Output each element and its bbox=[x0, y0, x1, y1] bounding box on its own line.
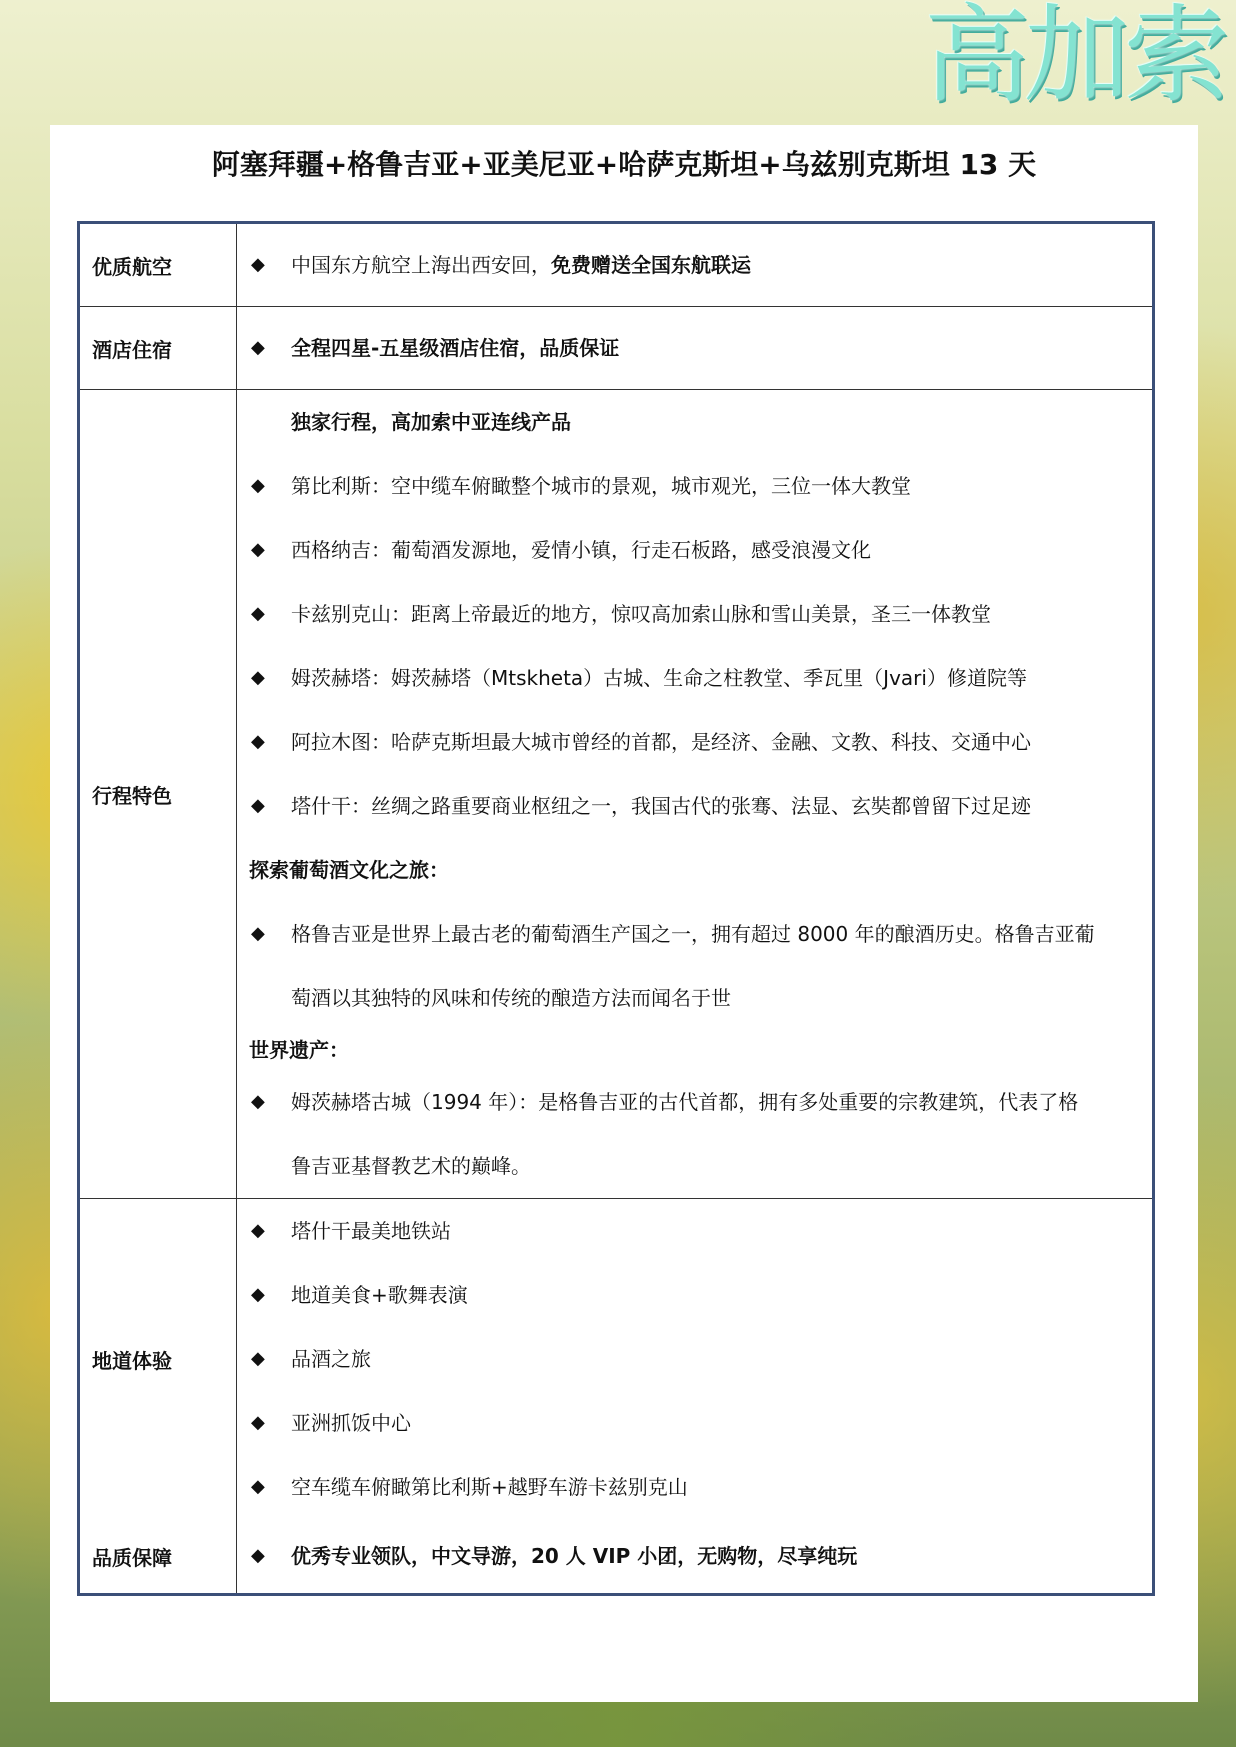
itinerary-table bbox=[77, 221, 1155, 1596]
diamond-bullet-icon: ◆ bbox=[251, 603, 265, 624]
feature-text: 阿拉木图：哈萨克斯坦最大城市曾经的首都，是经济、金融、文教、科技、交通中心 bbox=[291, 730, 1031, 754]
diamond-bullet-icon: ◆ bbox=[251, 923, 265, 944]
row-content-hotel bbox=[237, 307, 1154, 390]
wine-heading: 探索葡萄酒文化之旅： bbox=[249, 858, 449, 882]
heritage-heading: 世界遗产： bbox=[249, 1038, 349, 1062]
row-content-flight bbox=[237, 223, 1154, 307]
brand-logo: 高加索 bbox=[924, 0, 1224, 117]
diamond-bullet-icon: ◆ bbox=[251, 475, 265, 496]
diamond-bullet-icon: ◆ bbox=[251, 667, 265, 688]
wine-text-continued: 萄酒以其独特的风味和传统的酿造方法而闻名于世 bbox=[291, 986, 731, 1010]
list-item bbox=[249, 710, 1144, 774]
diamond-bullet-icon: ◆ bbox=[251, 1412, 265, 1433]
list-item bbox=[249, 233, 1144, 297]
list-item bbox=[249, 774, 1144, 838]
local-text: 品酒之旅 bbox=[291, 1347, 371, 1371]
flight-highlight: 免费赠送全国东航联运 bbox=[551, 253, 751, 277]
table-row-flight bbox=[79, 223, 1154, 307]
heritage-text-continued: 鲁吉亚基督教艺术的巅峰。 bbox=[291, 1154, 531, 1178]
diamond-bullet-icon: ◆ bbox=[251, 1476, 265, 1497]
local-text: 空车缆车俯瞰第比利斯+越野车游卡兹别克山 bbox=[291, 1475, 688, 1499]
feature-text: 西格纳吉：葡萄酒发源地，爱情小镇，行走石板路，感受浪漫文化 bbox=[291, 538, 871, 562]
quality-text: 优秀专业领队，中文导游，20 人 VIP 小团，无购物，尽享纯玩 bbox=[291, 1544, 858, 1568]
diamond-bullet-icon: ◆ bbox=[251, 731, 265, 752]
list-item bbox=[249, 1327, 1144, 1391]
row-label-features: 行程特色 bbox=[79, 390, 237, 1199]
diamond-bullet-icon: ◆ bbox=[251, 795, 265, 816]
list-item bbox=[249, 454, 1144, 518]
diamond-bullet-icon: ◆ bbox=[251, 1091, 265, 1112]
feature-text: 卡兹别克山：距离上帝最近的地方，惊叹高加索山脉和雪山美景，圣三一体教堂 bbox=[291, 602, 991, 626]
local-text: 塔什干最美地铁站 bbox=[291, 1219, 451, 1243]
local-text: 地道美食+歌舞表演 bbox=[291, 1283, 468, 1307]
list-item bbox=[249, 1455, 1144, 1519]
row-label-flight: 优质航空 bbox=[79, 223, 237, 307]
row-content-features bbox=[237, 390, 1154, 1199]
list-item bbox=[249, 1199, 1144, 1263]
heritage-text: 姆茨赫塔古城（1994 年）：是格鲁吉亚的古代首都，拥有多处重要的宗教建筑，代表了格 bbox=[291, 1090, 1079, 1114]
diamond-bullet-icon: ◆ bbox=[251, 1348, 265, 1369]
wine-text: 格鲁吉亚是世界上最古老的葡萄酒生产国之一，拥有超过 8000 年的酿酒历史。格鲁吉亚葡 bbox=[291, 922, 1095, 946]
feature-text: 塔什干：丝绸之路重要商业枢纽之一，我国古代的张骞、法显、玄奘都曾留下过足迹 bbox=[291, 794, 1031, 818]
list-item bbox=[249, 902, 1144, 966]
diamond-bullet-icon: ◆ bbox=[251, 254, 265, 275]
list-item bbox=[249, 316, 1144, 380]
features-intro: 独家行程，高加索中亚连线产品 bbox=[291, 410, 571, 434]
list-item bbox=[249, 1391, 1144, 1455]
table-row-local bbox=[79, 1199, 1154, 1520]
list-item bbox=[249, 646, 1144, 710]
feature-text: 第比利斯：空中缆车俯瞰整个城市的景观，城市观光，三位一体大教堂 bbox=[291, 474, 911, 498]
local-text: 亚洲抓饭中心 bbox=[291, 1411, 411, 1435]
document-sheet bbox=[50, 125, 1198, 1702]
diamond-bullet-icon: ◆ bbox=[251, 1284, 265, 1305]
row-label-hotel: 酒店住宿 bbox=[79, 307, 237, 390]
list-item bbox=[249, 518, 1144, 582]
table-row-quality bbox=[79, 1519, 1154, 1595]
list-item bbox=[249, 1524, 1144, 1588]
list-item bbox=[249, 1070, 1144, 1134]
row-label-local: 地道体验 bbox=[79, 1199, 237, 1520]
feature-text: 姆茨赫塔：姆茨赫塔（Mtskheta）古城、生命之柱教堂、季瓦里（Jvari）修道院等 bbox=[291, 666, 1027, 690]
row-content-local bbox=[237, 1199, 1154, 1520]
row-label-quality: 品质保障 bbox=[79, 1519, 237, 1595]
diamond-bullet-icon: ◆ bbox=[251, 337, 265, 358]
page-title: 阿塞拜疆+格鲁吉亚+亚美尼亚+哈萨克斯坦+乌兹别克斯坦 13 天 bbox=[211, 148, 1037, 181]
list-item bbox=[249, 1263, 1144, 1327]
flight-text: 中国东方航空上海出西安回， bbox=[291, 253, 551, 277]
hotel-text: 全程四星-五星级酒店住宿，品质保证 bbox=[291, 336, 620, 360]
diamond-bullet-icon: ◆ bbox=[251, 1220, 265, 1241]
diamond-bullet-icon: ◆ bbox=[251, 539, 265, 560]
table-row-features bbox=[79, 390, 1154, 1199]
row-content-quality bbox=[237, 1519, 1154, 1595]
diamond-bullet-icon: ◆ bbox=[251, 1545, 265, 1566]
table-row-hotel bbox=[79, 307, 1154, 390]
list-item bbox=[249, 582, 1144, 646]
